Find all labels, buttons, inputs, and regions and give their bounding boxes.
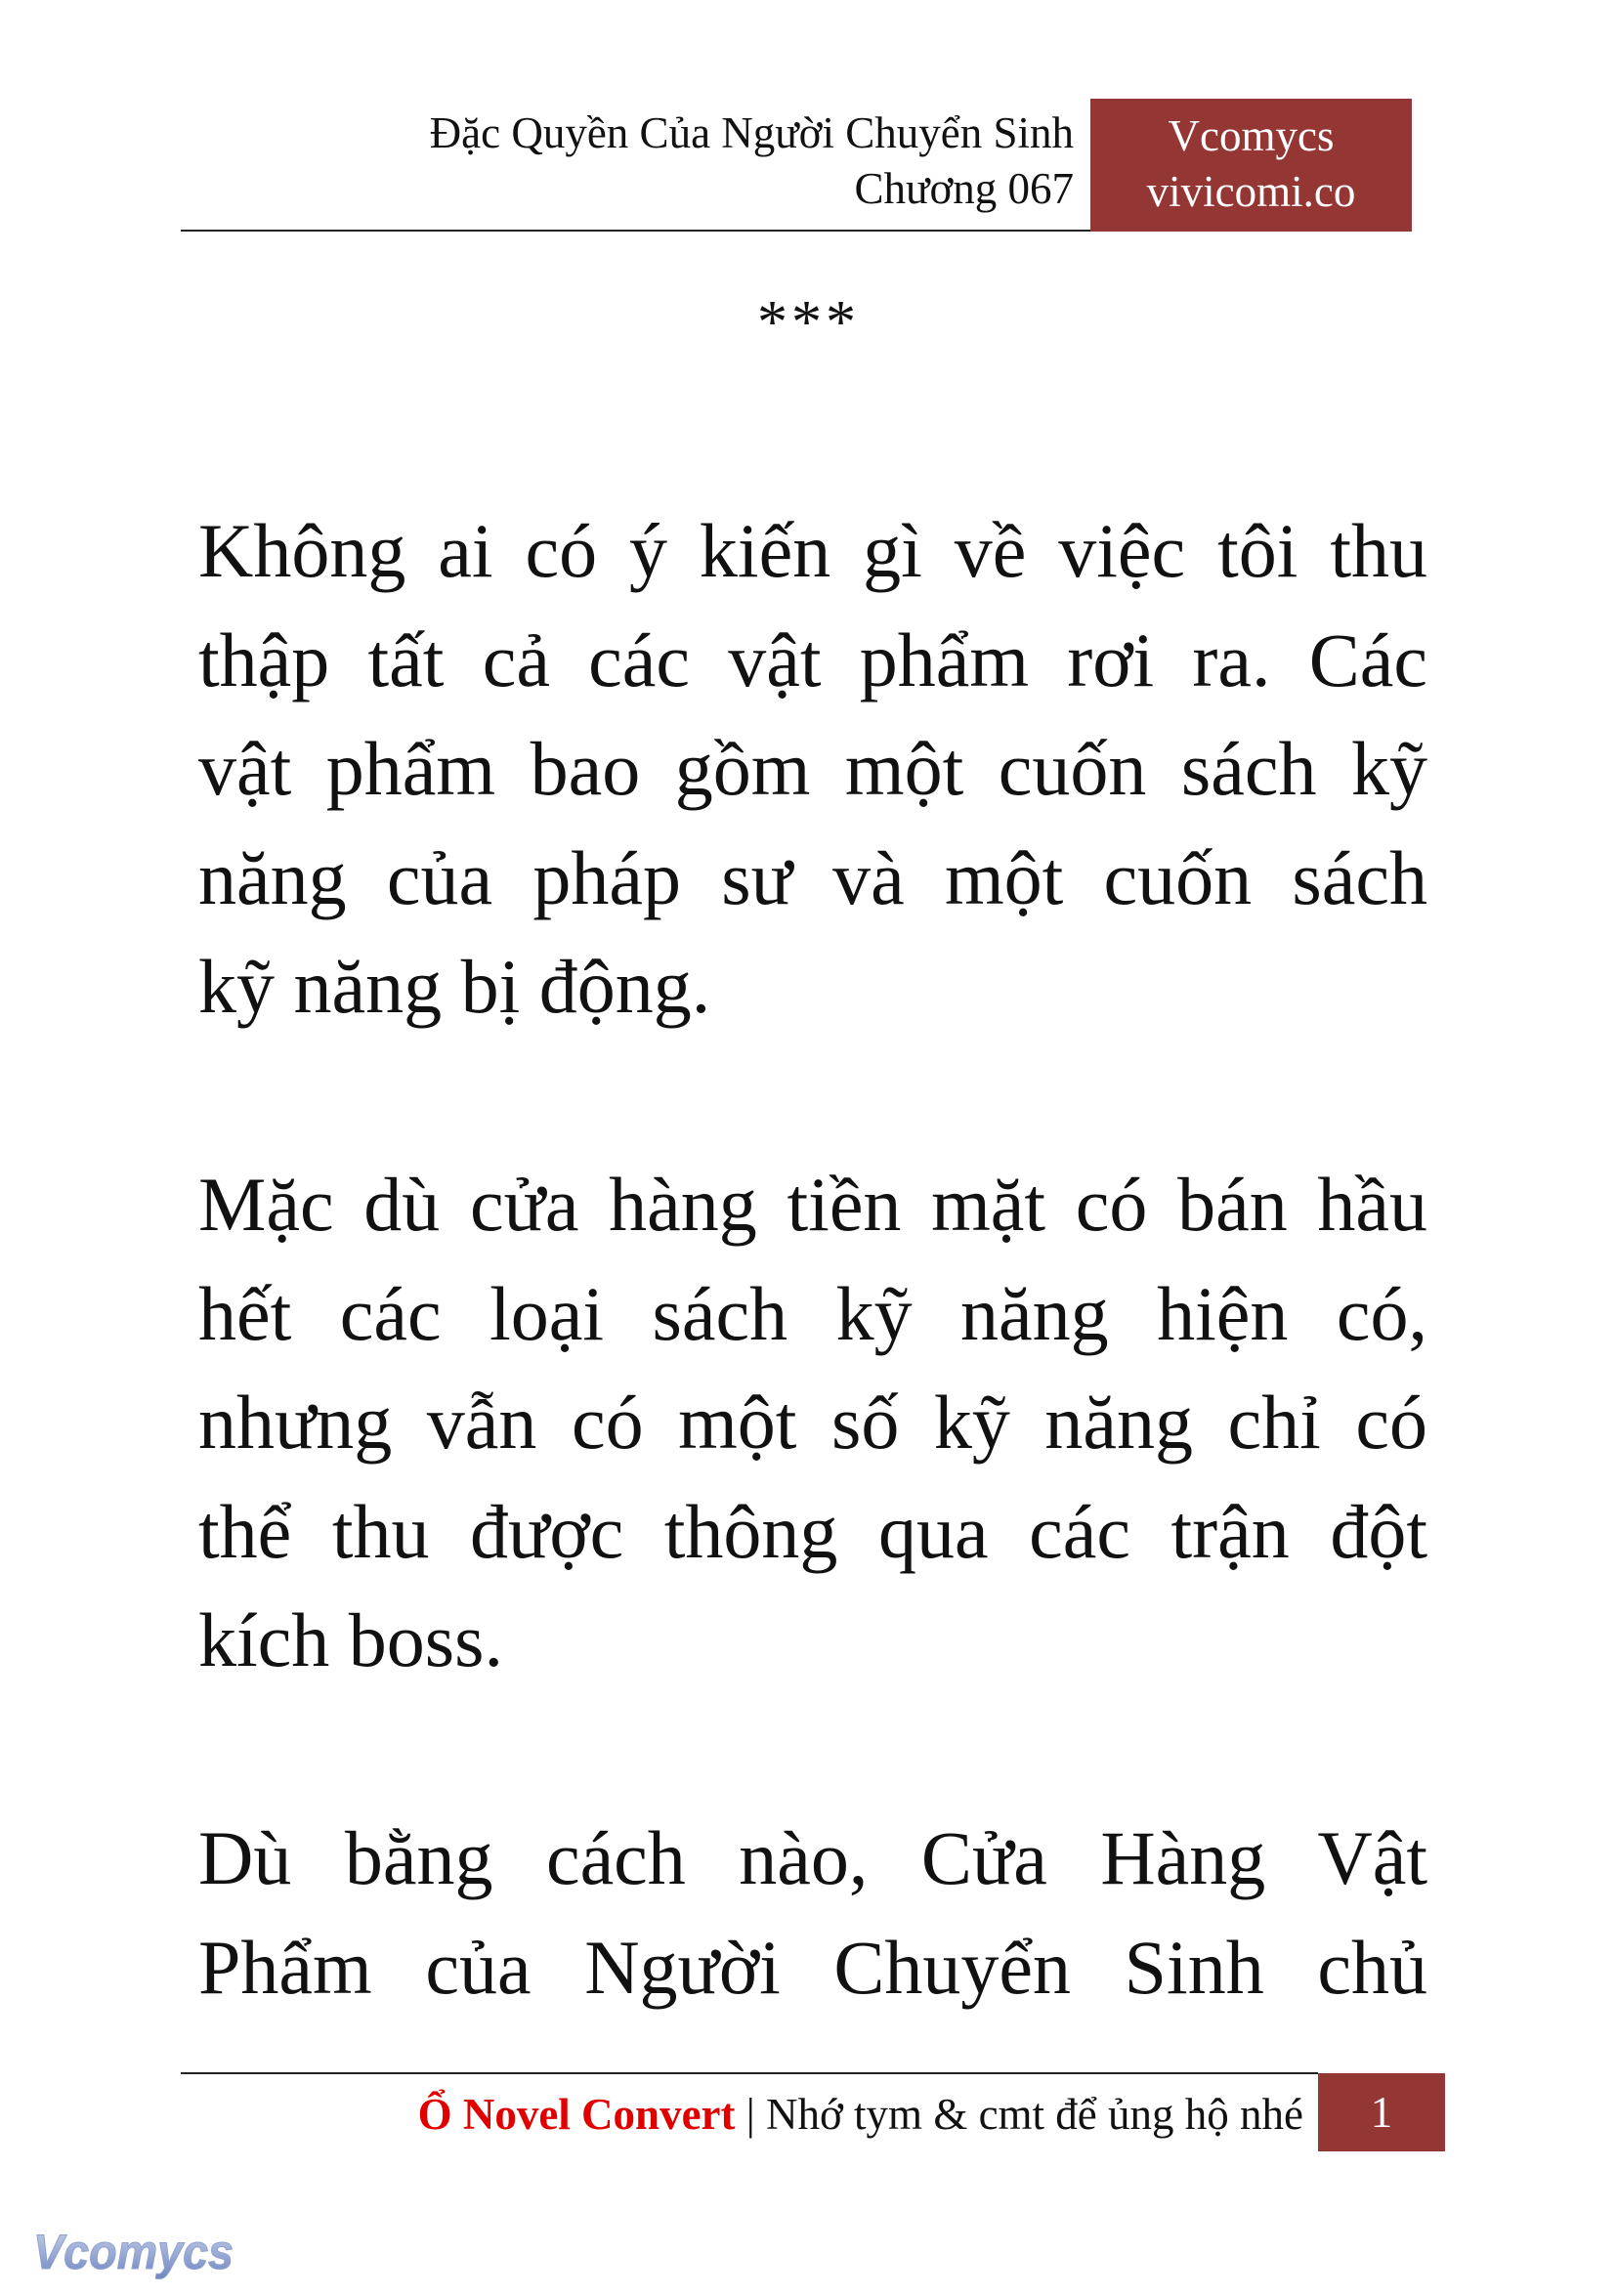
- header-title-block: [430, 106, 1074, 217]
- text-line: Mặc dù cửa hàng tiền mặt có bán hầu: [198, 1162, 1427, 1247]
- paragraph: [198, 496, 1427, 1042]
- chapter-label: Chương 067: [854, 164, 1074, 213]
- text-line: Không ai có ý kiến gì về việc tôi thu: [198, 508, 1427, 593]
- brand-name: Vcomycs: [1168, 111, 1335, 160]
- section-separator: ***: [757, 289, 860, 356]
- text-line: thể thu được thông qua các trận đột: [198, 1488, 1427, 1574]
- chapter-body: [198, 496, 1427, 2021]
- brand-site: vivicomi.co: [1146, 167, 1356, 216]
- header-divider: [181, 230, 1090, 232]
- text-line: hết các loại sách kỹ năng hiện có,: [198, 1270, 1427, 1356]
- text-line: thập tất cả các vật phẩm rơi ra. Các: [198, 617, 1427, 702]
- text-line: nhưng vẫn có một số kỹ năng chỉ có: [198, 1380, 1427, 1465]
- paragraph: [198, 1150, 1427, 1695]
- paragraph: [198, 1804, 1427, 2021]
- text-line: năng của pháp sư và một cuốn sách: [198, 834, 1427, 920]
- text-line: kỹ năng bị động.: [198, 944, 711, 1029]
- text-line: Phẩm của Người Chuyển Sinh chủ: [198, 1924, 1427, 2010]
- page-number: 1: [1318, 2073, 1445, 2151]
- book-title: Đặc Quyền Của Người Chuyển Sinh: [429, 108, 1074, 157]
- header-brand-box: [1090, 99, 1412, 232]
- footer-pipe: |: [745, 2090, 755, 2139]
- footer-text: [418, 2087, 1303, 2142]
- text-line: vật phẩm bao gồm một cuốn sách kỹ: [198, 726, 1427, 811]
- text-line: kích boss.: [198, 1597, 503, 1682]
- text-line: Dù bằng cách nào, Cửa Hàng Vật: [198, 1815, 1427, 1900]
- footer-divider: [181, 2072, 1318, 2074]
- footer-brand: Ổ Novel Convert: [417, 2090, 736, 2139]
- logo-text: Vcomycs: [33, 2225, 234, 2279]
- vcomycs-logo-icon: [29, 2218, 244, 2296]
- footer-message: Nhớ tym & cmt để ủng hộ nhé: [766, 2090, 1303, 2139]
